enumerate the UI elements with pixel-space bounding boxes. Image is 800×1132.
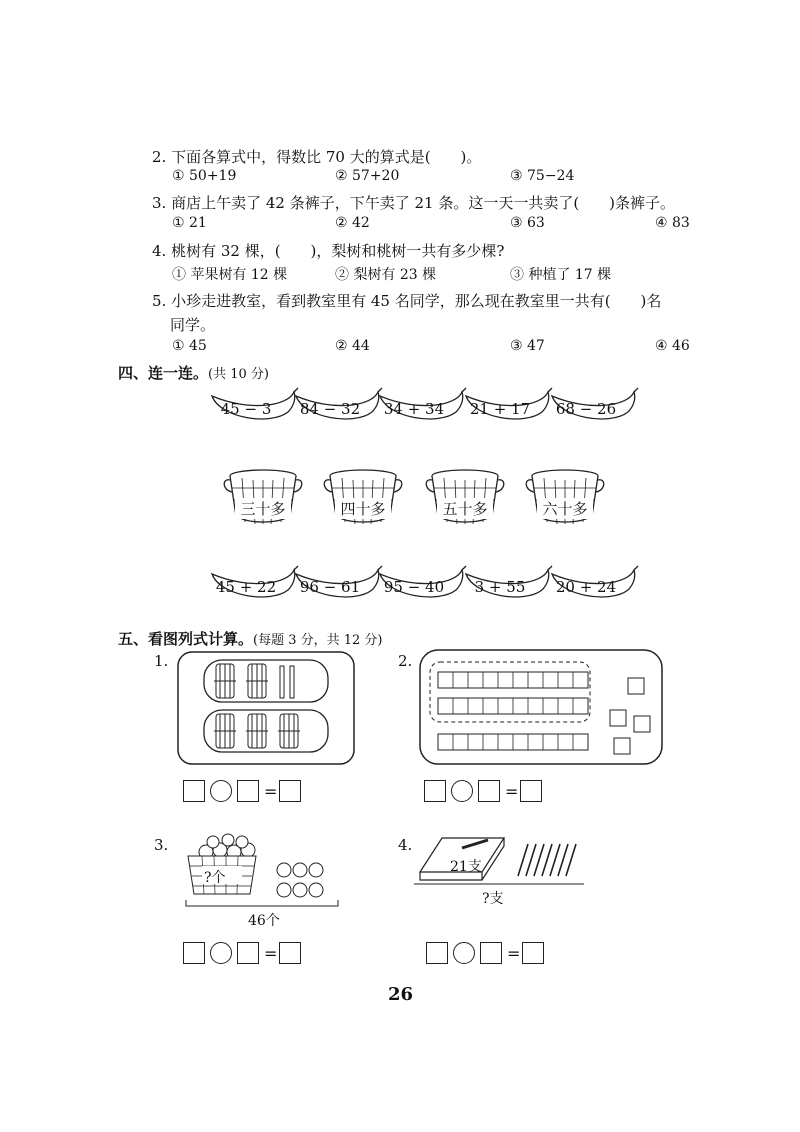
top-banana-4[interactable]: 21 + 17 — [469, 400, 531, 418]
basket-1[interactable]: 三十多 — [235, 498, 291, 519]
q2-option-2: ② 57+20 — [335, 168, 400, 184]
section-4-title: 四、连一连。(共 10 分) — [118, 364, 269, 382]
item-4-number: 4. — [398, 836, 413, 854]
answer-row-4 — [426, 942, 549, 964]
q2-option-1: ① 50+19 — [172, 168, 237, 184]
operator-circle[interactable] — [210, 780, 232, 802]
question-2: 2. 下面各算式中，得数比 70 大的算式是( )。 — [152, 148, 482, 166]
q5-option-4: ④ 46 — [655, 338, 690, 354]
operator-circle[interactable] — [453, 942, 475, 964]
operator-circle[interactable] — [451, 780, 473, 802]
question-5-line2: 同学。 — [170, 316, 216, 334]
q5-option-2: ② 44 — [335, 338, 370, 354]
basket-question-label: ?个 — [204, 870, 226, 886]
bottom-banana-4[interactable]: 3 + 55 — [474, 578, 526, 596]
q2-option-3: ③ 75−24 — [510, 168, 575, 184]
picture-2-cubes — [418, 648, 664, 766]
picture-1-sticks — [176, 650, 356, 766]
basket-3[interactable]: 五十多 — [437, 498, 493, 519]
equals-sign: = — [264, 781, 278, 801]
answer-box[interactable] — [424, 780, 446, 802]
answer-row-1 — [183, 780, 306, 802]
answer-box[interactable] — [237, 942, 259, 964]
basket-2[interactable]: 四十多 — [335, 498, 391, 519]
answer-row-2 — [424, 780, 547, 802]
q5-option-3: ③ 47 — [510, 338, 545, 354]
q5-option-1: ① 45 — [172, 338, 207, 354]
operator-circle[interactable] — [210, 942, 232, 964]
equals-sign: = — [507, 943, 521, 963]
section-5-title: 五、看图列式计算。(每题 3 分，共 12 分) — [118, 630, 383, 648]
bottom-banana-1[interactable]: 45 + 22 — [215, 578, 277, 596]
top-banana-3[interactable]: 34 + 34 — [383, 400, 445, 418]
top-banana-5[interactable]: 68 − 26 — [555, 400, 617, 418]
answer-row-3 — [183, 942, 306, 964]
answer-box[interactable] — [183, 942, 205, 964]
q4-option-3: ③ 种植了 17 棵 — [510, 267, 612, 283]
top-banana-2[interactable]: 84 − 32 — [299, 400, 361, 418]
question-5: 5. 小珍走进教室，看到教室里有 45 名同学，那么现在教室里一共有( )名 — [152, 292, 662, 310]
answer-box[interactable] — [480, 942, 502, 964]
box-label: 21支 — [450, 859, 482, 875]
bottom-banana-2[interactable]: 96 − 61 — [299, 578, 361, 596]
picture-4-pencils — [414, 834, 594, 890]
answer-box[interactable] — [237, 780, 259, 802]
q3-option-2: ② 42 — [335, 215, 370, 231]
q3-option-3: ③ 63 — [510, 215, 545, 231]
q3-option-4: ④ 83 — [655, 215, 690, 231]
basket-4[interactable]: 六十多 — [537, 498, 593, 519]
item-2-number: 2. — [398, 652, 413, 670]
equals-sign: = — [505, 781, 519, 801]
answer-box[interactable] — [183, 780, 205, 802]
q4-option-1: ① 苹果树有 12 棵 — [172, 267, 288, 283]
q4-option-2: ② 梨树有 23 棵 — [335, 267, 437, 283]
bottom-banana-3[interactable]: 95 − 40 — [383, 578, 445, 596]
answer-box[interactable] — [522, 942, 544, 964]
answer-box[interactable] — [426, 942, 448, 964]
pencils-total-label: ?支 — [482, 891, 504, 907]
answer-box[interactable] — [478, 780, 500, 802]
item-1-number: 1. — [154, 652, 169, 670]
question-4: 4. 桃树有 32 棵，( )，梨树和桃树一共有多少棵? — [152, 242, 505, 260]
top-banana-1[interactable]: 45 − 3 — [220, 400, 272, 418]
item-3-number: 3. — [154, 836, 169, 854]
q3-option-1: ① 21 — [172, 215, 207, 231]
equals-sign: = — [264, 943, 278, 963]
apples-total-label: 46个 — [248, 913, 280, 929]
bottom-banana-5[interactable]: 20 + 24 — [555, 578, 617, 596]
page-number: 26 — [388, 984, 414, 1005]
question-3: 3. 商店上午卖了 42 条裤子，下午卖了 21 条。这一天一共卖了( )条裤子。 — [152, 194, 676, 212]
answer-box[interactable] — [520, 780, 542, 802]
answer-box[interactable] — [279, 942, 301, 964]
answer-box[interactable] — [279, 780, 301, 802]
